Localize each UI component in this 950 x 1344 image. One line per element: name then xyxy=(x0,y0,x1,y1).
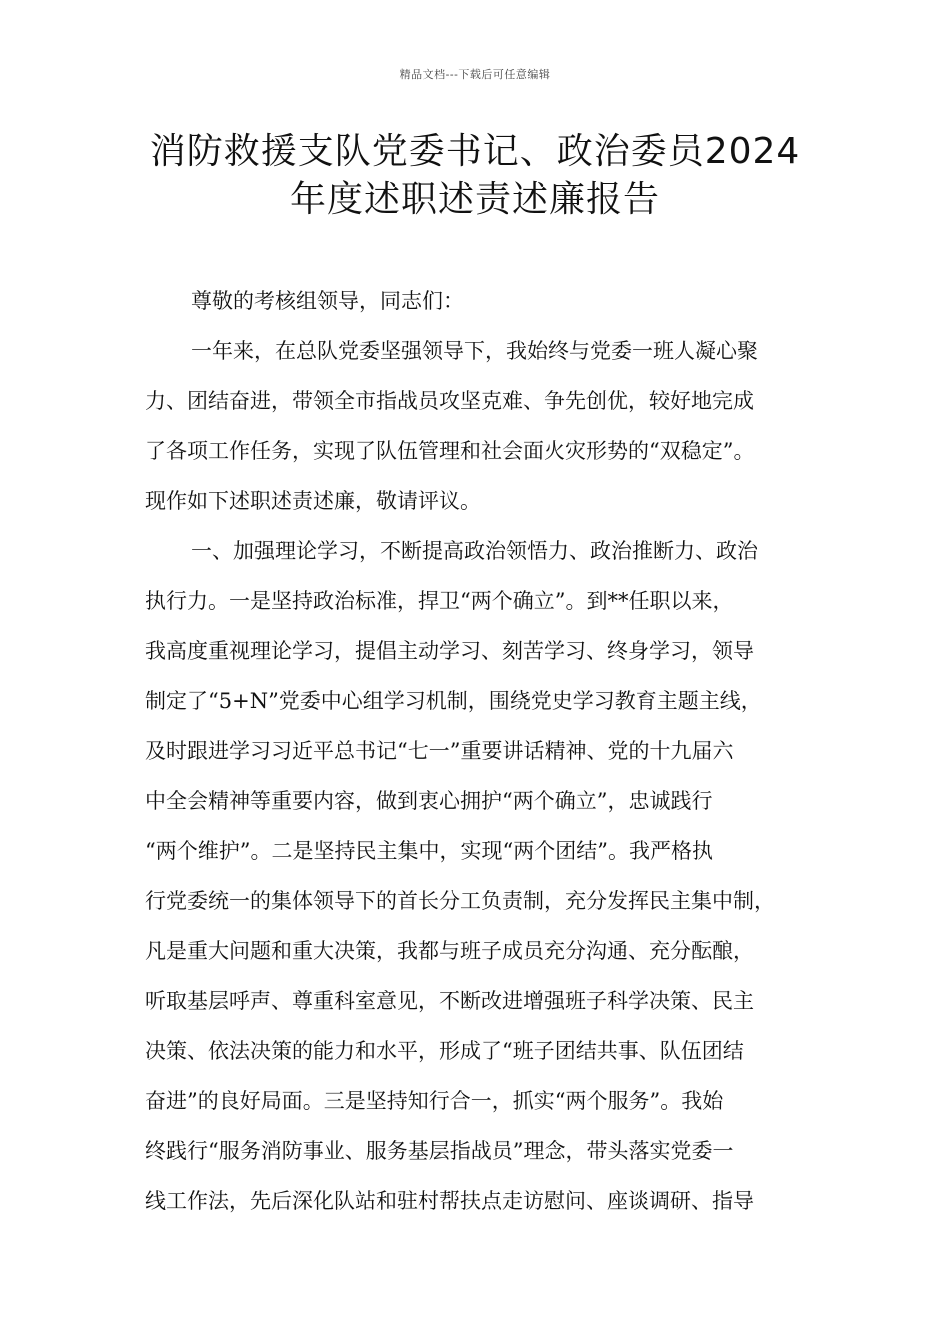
body-line: 了各项工作任务，实现了队伍管理和社会面火灾形势的“双稳定”。 xyxy=(145,439,755,463)
body-line: 力、团结奋进，带领全市指战员攻坚克难、争先创优，较好地完成 xyxy=(145,389,754,413)
body-line: 及时跟进学习习近平总书记“七一”重要讲话精神、党的十九届六 xyxy=(145,739,734,763)
body-line: 行党委统一的集体领导下的首长分工负责制，充分发挥民主集中制， xyxy=(145,889,775,913)
document-title xyxy=(100,128,850,224)
body-line: 制定了“5+N”党委中心组学习机制，围绕党史学习教育主题主线， xyxy=(145,689,762,713)
body-line: 执行力。一是坚持政治标准，捍卫“两个确立”。到**任职以来， xyxy=(145,589,734,613)
body-line: 线工作法，先后深化队站和驻村帮扶点走访慰问、座谈调研、指导 xyxy=(145,1189,754,1213)
body-line: 终践行“服务消防事业、服务基层指战员”理念，带头落实党委一 xyxy=(145,1139,734,1163)
body-line: “两个维护”。二是坚持民主集中，实现“两个团结”。我严格执 xyxy=(145,839,713,863)
body-line: 中全会精神等重要内容，做到衷心拥护“两个确立”，忠诚践行 xyxy=(145,789,713,813)
body-line: 凡是重大问题和重大决策，我都与班子成员充分沟通、充分酝酿， xyxy=(145,939,754,963)
salutation: 尊敬的考核组领导，同志们： xyxy=(191,289,464,313)
body-line: 我高度重视理论学习，提倡主动学习、刻苦学习、终身学习，领导 xyxy=(145,639,754,663)
body-line: 一、加强理论学习，不断提高政治领悟力、政治推断力、政治 xyxy=(191,539,758,563)
body-line: 奋进”的良好局面。三是坚持知行合一，抓实“两个服务”。我始 xyxy=(145,1089,724,1113)
title-line-2: 年度述职述责述廉报告 xyxy=(289,179,660,220)
document-body xyxy=(145,276,813,1226)
body-line: 一年来，在总队党委坚强领导下，我始终与党委一班人凝心聚 xyxy=(191,339,758,363)
body-line: 听取基层呼声、尊重科室意见，不断改进增强班子科学决策、民主 xyxy=(145,989,754,1013)
title-line-1: 消防救援支队党委书记、政治委员2024 xyxy=(149,131,801,172)
body-line: 决策、依法决策的能力和水平，形成了“班子团结共事、队伍团结 xyxy=(145,1039,744,1063)
header-note: 精品文档---下载后可任意编辑 xyxy=(399,68,551,81)
body-line: 现作如下述职述责述廉，敬请评议。 xyxy=(145,489,481,513)
